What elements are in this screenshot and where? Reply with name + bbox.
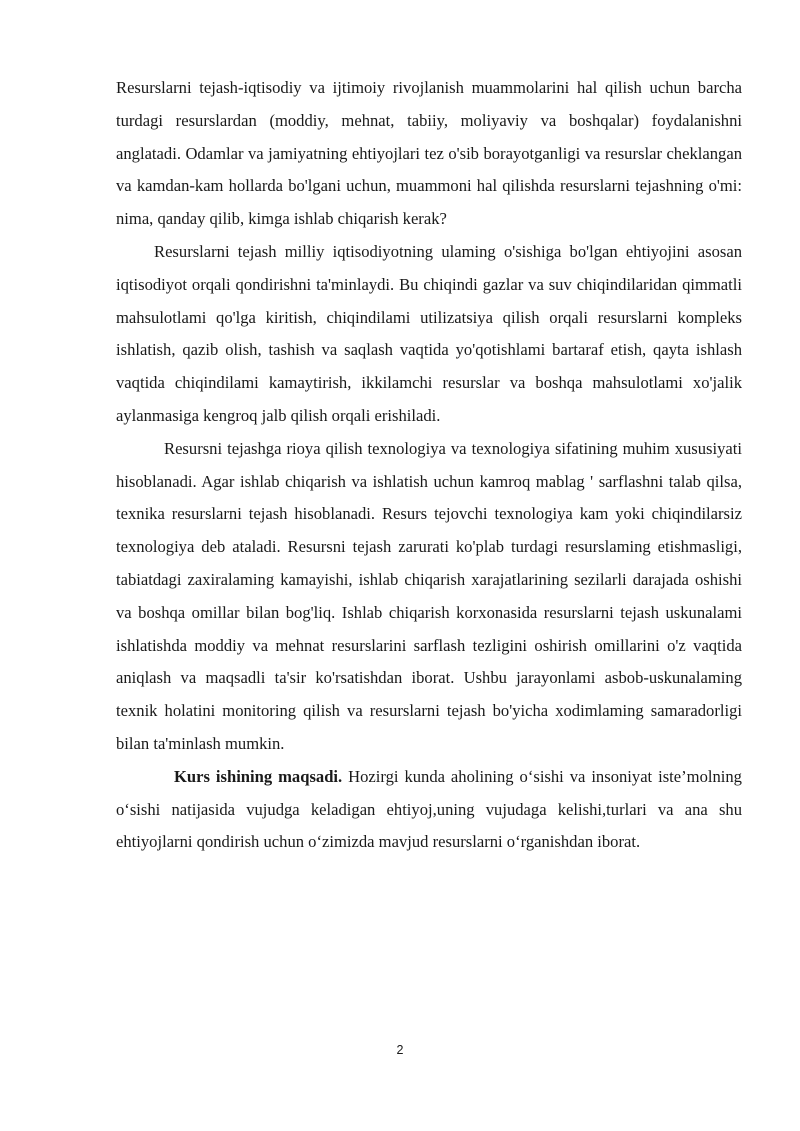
paragraph-1: Resurslarni tejash-iqtisodiy va ijtimoiy rivojlanish muammolarini hal qilish uchun barcha turdagi resurslardan (moddiy, mehnat, tabiiy, moliyaviy va boshqalar) foydalanishni anglatadi. Odamlar va jamiyatning ehtiyojlari tez o'sib borayotganligi va resurslar cheklangan va kamdan-kam hollarda bo'lgani uchun, muammoni hal qilishda resurslarni tejashning o'mi: nima, qanday qilib, kimga ishlab chiqarish kerak? <box>116 78 742 229</box>
paragraph-3: Resursni tejashga rioya qilish texnologiya va texnologiya sifatining muhim xususiyati hisoblanadi. Agar ishlab chiqarish va ishlatish uchun kamroq mablag ' sarflashni talab qilsa, texnika resurslarni tejash hisoblanadi. Resurs tejovchi texnologiya kam yoki chiqindilarsiz texnologiya deb ataladi. Resursni tejash zarurati ko'plab turdagi resurslaming etishmasligi, tabiatdagi zaxiralaming kamayishi, ishlab chiqarish xarajatlarining sezilarli darajada oshishi va boshqa omillar bilan bog'liq. Ishlab chiqarish korxonasida resurslarni tejash uskunalami ishlatishda moddiy va mehnat resurslarini sarflash tezligini oshirish omillarini o'z vaqtida aniqlash va maqsadli ta'sir ko'rsatishdan iborat. Ushbu jarayonlami asbob-uskunalaming texnik holatini monitoring qilish va resurslarni tejash bo'yicha xodimlaming samaradorligi bilan ta'minlash mumkin. <box>116 438 742 753</box>
paragraph-2: Resurslarni tejash milliy iqtisodiyotning ulaming o'sishiga bo'lgan ehtiyojini asosan iqtisodiyot orqali qondirishni ta'minlaydi. Bu chiqindi gazlar va suv chiqindilaridan qimmatli mahsulotlami qo'lga kiritish, chiqindilami utilizatsiya qilish orqali resurslarni kompleks ishlatish, qazib olish, tashish va saqlash vaqtida yo'qotishlami bartaraf etish, qayta ishlash vaqtida chiqindilami kamaytirish, ikkilamchi resurslar va boshqa mahsulotlami xo'jalik aylanmasiga kengroq jalb qilish orqali erishiladi. <box>116 241 742 425</box>
body-text <box>116 72 742 859</box>
paragraph-4-text: Hozirgi kunda aholining o‘sishi va insoniyat iste’molning o‘sishi natijasida vujudga keladigan ehtiyoj,uning vujudaga kelishi,turlari va ana shu ehtiyojlarni qondirish uchun o‘zimizda mavjud resurslarni o‘rganishdan iborat. <box>116 766 742 852</box>
section-heading-inline: Kurs ishining maqsadi. <box>174 766 343 786</box>
paragraph-4 <box>116 761 742 859</box>
page-number: 2 <box>396 1043 404 1057</box>
